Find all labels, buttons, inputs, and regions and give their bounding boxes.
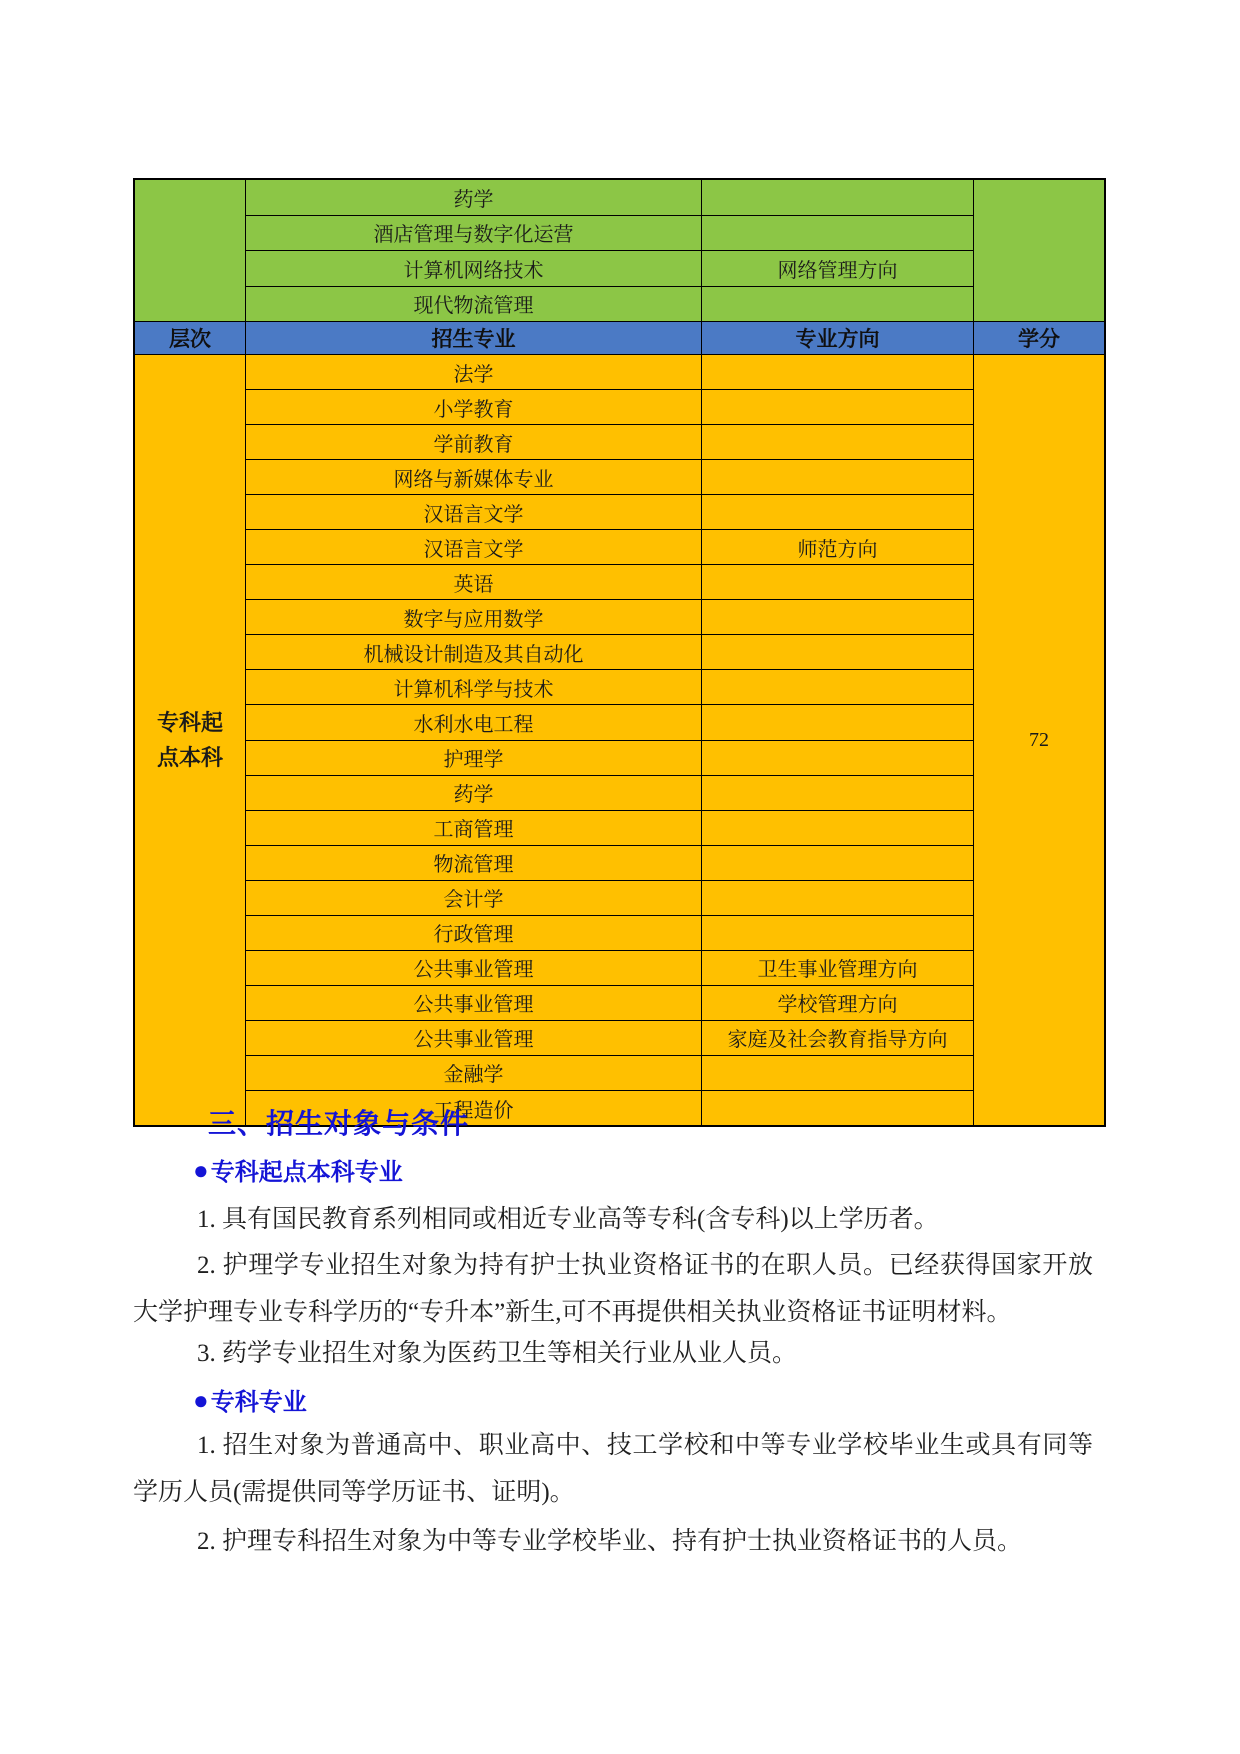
subheading-benke bbox=[193, 1152, 403, 1187]
major-cell: 网络与新媒体专业 bbox=[246, 460, 701, 494]
major-cell: 工程造价 bbox=[246, 1091, 701, 1125]
direction-cell bbox=[702, 180, 973, 215]
direction-cell bbox=[702, 287, 973, 322]
direction-cell bbox=[702, 600, 973, 634]
direction-cell bbox=[702, 776, 973, 810]
direction-cell: 网络管理方向 bbox=[702, 251, 973, 286]
direction-cell bbox=[702, 916, 973, 950]
major-cell: 会计学 bbox=[246, 881, 701, 915]
header-direction: 专业方向 bbox=[702, 322, 973, 354]
paragraph-benke-3: 3. 药学专业招生对象为医药卫生等相关行业从业人员。 bbox=[197, 1340, 798, 1367]
major-cell: 工商管理 bbox=[246, 811, 701, 845]
enrollment-table bbox=[133, 178, 1106, 1127]
major-cell: 学前教育 bbox=[246, 425, 701, 459]
direction-cell: 师范方向 bbox=[702, 530, 973, 564]
subheading-zhuanke-label: 专科专业 bbox=[210, 1389, 307, 1416]
major-cell: 水利水电工程 bbox=[246, 705, 701, 739]
major-cell: 药学 bbox=[246, 776, 701, 810]
major-cell: 汉语言文学 bbox=[246, 495, 701, 529]
direction-cell bbox=[702, 216, 973, 251]
direction-cell bbox=[702, 881, 973, 915]
major-cell: 计算机科学与技术 bbox=[246, 670, 701, 704]
major-cell: 小学教育 bbox=[246, 390, 701, 424]
header-level: 层次 bbox=[135, 322, 245, 354]
direction-cell bbox=[702, 565, 973, 599]
major-cell: 汉语言文学 bbox=[246, 530, 701, 564]
direction-cell bbox=[702, 460, 973, 494]
direction-cell bbox=[702, 1091, 973, 1125]
level-label: 专科起点本科 bbox=[156, 709, 223, 771]
major-cell: 物流管理 bbox=[246, 846, 701, 880]
major-cell: 机械设计制造及其自动化 bbox=[246, 635, 701, 669]
direction-cell bbox=[702, 495, 973, 529]
level-cell-green bbox=[135, 180, 245, 321]
direction-cell bbox=[702, 741, 973, 775]
major-cell: 公共事业管理 bbox=[246, 986, 701, 1020]
direction-cell bbox=[702, 811, 973, 845]
major-cell: 金融学 bbox=[246, 1056, 701, 1090]
paragraph-benke-1: 1. 具有国民教育系列相同或相近专业高等专科(含专科)以上学历者。 bbox=[197, 1206, 939, 1233]
direction-cell bbox=[702, 355, 973, 389]
direction-cell bbox=[702, 1056, 973, 1090]
header-credits: 学分 bbox=[974, 322, 1104, 354]
direction-cell bbox=[702, 635, 973, 669]
level-cell-benke bbox=[135, 355, 245, 1125]
major-cell: 英语 bbox=[246, 565, 701, 599]
paragraph-zhuanke-1: 1. 招生对象为普通高中、职业高中、技工学校和中等专业学校毕业生或具有同等学历人员(需提供同等学历证书、证明)。 bbox=[133, 1432, 1093, 1506]
bullet-icon: ● bbox=[193, 1384, 209, 1415]
major-cell: 计算机网络技术 bbox=[246, 251, 701, 286]
direction-cell bbox=[702, 425, 973, 459]
major-cell: 公共事业管理 bbox=[246, 951, 701, 985]
credits-cell-green bbox=[974, 180, 1104, 321]
direction-cell: 学校管理方向 bbox=[702, 986, 973, 1020]
major-cell: 行政管理 bbox=[246, 916, 701, 950]
section-heading: 三、招生对象与条件 bbox=[208, 1108, 470, 1139]
direction-cell bbox=[702, 705, 973, 739]
direction-cell bbox=[702, 390, 973, 424]
major-cell: 护理学 bbox=[246, 741, 701, 775]
major-cell: 公共事业管理 bbox=[246, 1021, 701, 1055]
direction-cell bbox=[702, 846, 973, 880]
paragraph-benke-2: 2. 护理学专业招生对象为持有护士执业资格证书的在职人员。已经获得国家开放大学护理专业专科学历的“专升本”新生,可不再提供相关执业资格证书证明材料。 bbox=[133, 1252, 1093, 1326]
major-cell: 药学 bbox=[246, 180, 701, 215]
subheading-zhuanke bbox=[193, 1382, 307, 1417]
paragraph-zhuanke-2: 2. 护理专科招生对象为中等专业学校毕业、持有护士执业资格证书的人员。 bbox=[197, 1528, 1023, 1555]
major-cell: 数字与应用数学 bbox=[246, 600, 701, 634]
major-cell: 法学 bbox=[246, 355, 701, 389]
direction-cell: 家庭及社会教育指导方向 bbox=[702, 1021, 973, 1055]
subheading-benke-label: 专科起点本科专业 bbox=[210, 1159, 403, 1186]
major-cell: 酒店管理与数字化运营 bbox=[246, 216, 701, 251]
major-cell: 现代物流管理 bbox=[246, 287, 701, 322]
header-major: 招生专业 bbox=[246, 322, 701, 354]
bullet-icon: ● bbox=[193, 1154, 209, 1185]
direction-cell: 卫生事业管理方向 bbox=[702, 951, 973, 985]
direction-cell bbox=[702, 670, 973, 704]
credits-cell-benke: 72 bbox=[974, 355, 1104, 1125]
